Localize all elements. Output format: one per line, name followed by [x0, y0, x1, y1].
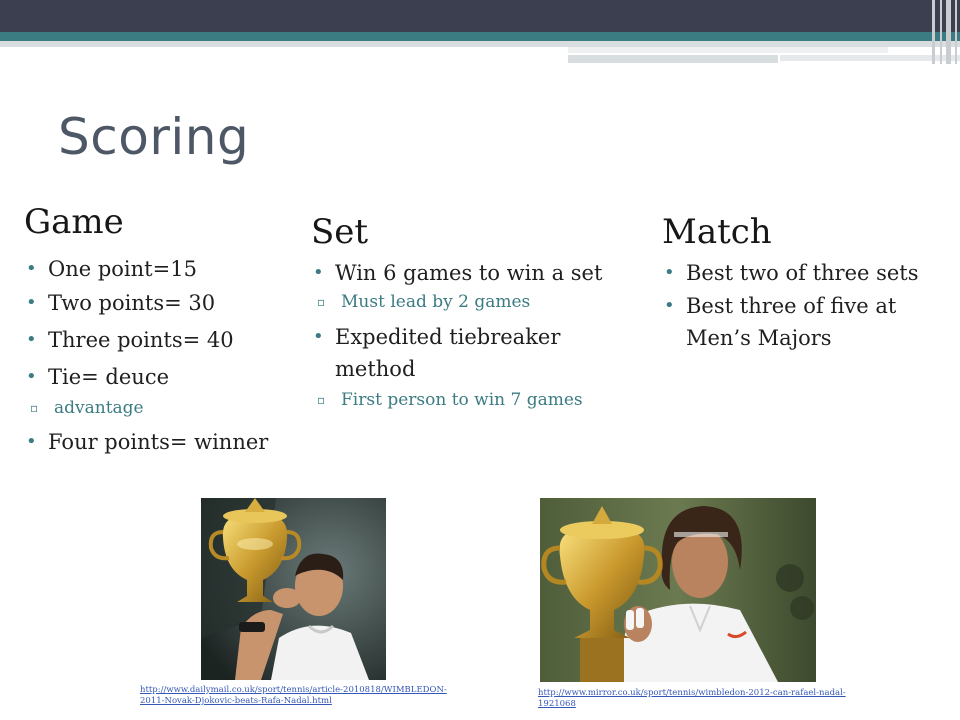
- bullet-icon: •: [26, 431, 37, 452]
- match-heading: Match: [662, 212, 772, 252]
- bullet-icon: •: [26, 329, 37, 350]
- header-divider: [940, 0, 942, 64]
- list-item: • Best two of three sets: [662, 257, 952, 290]
- bullet-icon: •: [313, 326, 324, 347]
- list-item: • Two points= 30: [24, 287, 314, 324]
- list-item: • Expedited tiebreaker method: [311, 321, 635, 387]
- list-item: • Tie= deuce: [24, 361, 314, 395]
- list-item: • Three points= 40: [24, 324, 314, 361]
- photo-nadal-trophy: [540, 498, 816, 682]
- sub-bullet-icon: ▫: [317, 295, 326, 309]
- game-column: [24, 202, 314, 458]
- header-divider: [955, 0, 957, 64]
- sub-list-item: ▫ advantage: [24, 395, 314, 426]
- set-heading: Set: [311, 212, 369, 252]
- sub-bullet-icon: ▫: [317, 393, 326, 407]
- image-source-link-right[interactable]: http://www.mirror.co.uk/sport/tennis/wimbledon-2012-can-rafael-nadal-1921068: [538, 688, 846, 709]
- bullet-icon: •: [26, 366, 37, 387]
- photo-djokovic-graphic: [201, 498, 386, 680]
- photo-djokovic-trophy: [201, 498, 386, 680]
- bullet-icon: •: [664, 262, 675, 283]
- header-divider: [932, 0, 935, 64]
- sub-list-item: ▫ First person to win 7 games: [311, 387, 651, 413]
- sub-bullet-icon: ▫: [30, 401, 39, 415]
- photo-nadal-graphic: [540, 498, 816, 682]
- bullet-icon: •: [26, 292, 37, 313]
- header-bar: [0, 0, 960, 32]
- game-bullet-list: [24, 253, 314, 458]
- bullet-icon: •: [313, 262, 324, 283]
- game-heading: Game: [24, 202, 124, 242]
- header-divider: [946, 0, 951, 64]
- list-item: • Four points= winner: [24, 426, 314, 458]
- list-item: • One point=15: [24, 253, 314, 287]
- sub-list-item: ▫ Must lead by 2 games: [311, 289, 651, 321]
- header-strip: [568, 47, 888, 53]
- set-bullet-list: [311, 257, 651, 413]
- header-accent-bar: [0, 32, 960, 41]
- bullet-icon: •: [26, 258, 37, 279]
- set-column: [311, 212, 651, 413]
- slide-title: Scoring: [58, 108, 250, 166]
- header-strip: [568, 55, 778, 63]
- list-item: • Best three of five at Men’s Majors: [662, 290, 952, 354]
- list-item: • Win 6 games to win a set: [311, 257, 651, 289]
- match-bullet-list: [662, 257, 952, 354]
- image-source-link-left[interactable]: http://www.dailymail.co.uk/sport/tennis/article-2010818/WIMBLEDON-2011-Novak-Djokovic-beats-Rafa-Nadal.html: [140, 685, 447, 706]
- match-column: [662, 212, 952, 354]
- bullet-icon: •: [664, 295, 675, 316]
